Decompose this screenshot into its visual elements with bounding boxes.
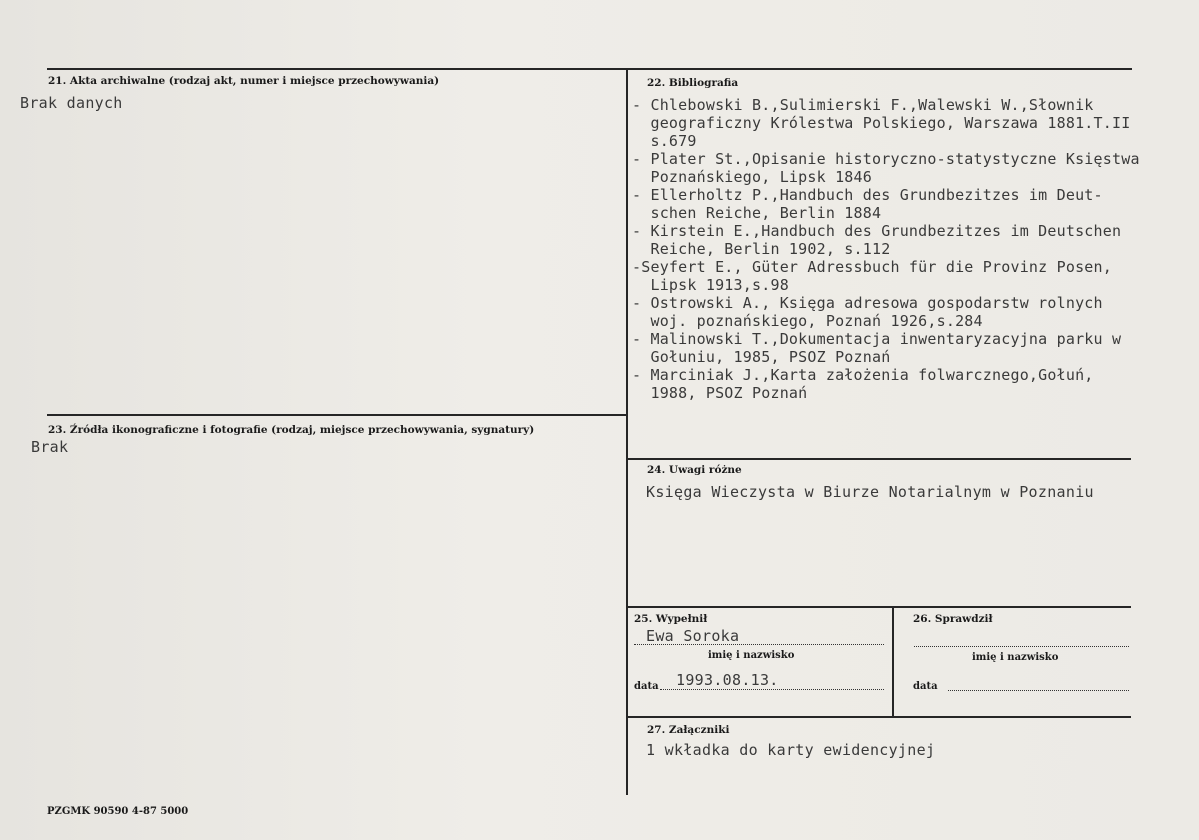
section-27-rule bbox=[628, 716, 1131, 718]
section-25-name-line bbox=[634, 644, 884, 645]
bibliography-entry-line: - Ellerholtz P.,Handbuch des Grundbezitzes im Deut- bbox=[632, 186, 1103, 204]
section-24-rule bbox=[628, 458, 1131, 460]
bibliography-entry-line: Reiche, Berlin 1902, s.112 bbox=[632, 240, 891, 258]
section-23-label: 23. Źródła ikonograficzne i fotografie (rodzaj, miejsce przechowywania, sygnatury) bbox=[48, 424, 535, 436]
section-23-rule bbox=[47, 414, 627, 416]
section-26-name-caption: imię i nazwisko bbox=[972, 652, 1059, 663]
bibliography-entry bbox=[632, 222, 1199, 258]
bibliography-entry bbox=[632, 96, 1199, 150]
bibliography-entry bbox=[632, 330, 1199, 366]
bibliography-entry-line: woj. poznańskiego, Poznań 1926,s.284 bbox=[632, 312, 983, 330]
section-24-label: 24. Uwagi różne bbox=[647, 464, 742, 476]
section-26-date-label: data bbox=[913, 681, 938, 692]
bibliography-entry-line: - Malinowski T.,Dokumentacja inwentaryzacyjna parku w bbox=[632, 330, 1122, 348]
bibliography-entry-line: 1988, PSOZ Poznań bbox=[632, 384, 808, 402]
section-26-label: 26. Sprawdził bbox=[913, 613, 993, 625]
bibliography-entry-line: Poznańskiego, Lipsk 1846 bbox=[632, 168, 872, 186]
bibliography-entry-line: geograficzny Królestwa Polskiego, Warszawa 1881.T.II bbox=[632, 114, 1131, 132]
section-25-name-caption: imię i nazwisko bbox=[708, 650, 795, 661]
bibliography-entry bbox=[632, 150, 1199, 186]
bibliography-list bbox=[632, 96, 1199, 402]
section-25-label: 25. Wypełnił bbox=[634, 613, 708, 625]
section-21-label: 21. Akta archiwalne (rodzaj akt, numer i miejsce przechowywania) bbox=[48, 75, 440, 87]
section-25-name: Ewa Soroka bbox=[646, 627, 740, 645]
section-27-label: 27. Załączniki bbox=[647, 724, 730, 736]
section-25-date-line bbox=[660, 689, 884, 690]
bibliography-entry bbox=[632, 258, 1199, 294]
bibliography-entry-line: - Marciniak J.,Karta założenia folwarcznego,Gołuń, bbox=[632, 366, 1094, 384]
section-25-26-divider bbox=[892, 606, 894, 716]
section-27-value: 1 wkładka do karty ewidencyjnej bbox=[646, 741, 936, 759]
top-rule bbox=[47, 68, 1132, 70]
bibliography-entry-line: s.679 bbox=[632, 132, 697, 150]
section-26-name-line bbox=[914, 646, 1129, 647]
section-26-date-line bbox=[948, 690, 1129, 691]
form-footer-code: PZGMK 90590 4-87 5000 bbox=[47, 806, 189, 817]
bibliography-entry-line: schen Reiche, Berlin 1884 bbox=[632, 204, 882, 222]
bibliography-entry-line: - Plater St.,Opisanie historyczno-statystyczne Księstwa bbox=[632, 150, 1140, 168]
section-21-value: Brak danych bbox=[20, 94, 123, 112]
bibliography-entry bbox=[632, 186, 1199, 222]
section-25-date: 1993.08.13. bbox=[676, 671, 779, 689]
section-25-rule bbox=[628, 606, 1131, 608]
bibliography-entry-line: Gołuniu, 1985, PSOZ Poznań bbox=[632, 348, 891, 366]
bibliography-entry-line: - Chlebowski B.,Sulimierski F.,Walewski W.,Słownik bbox=[632, 96, 1094, 114]
column-divider bbox=[626, 68, 628, 795]
bibliography-entry bbox=[632, 366, 1199, 402]
section-22-label: 22. Bibliografia bbox=[647, 77, 739, 89]
section-24-value: Księga Wieczysta w Biurze Notarialnym w Poznaniu bbox=[646, 483, 1094, 501]
section-23-value: Brak bbox=[31, 438, 69, 456]
section-25-date-label: data bbox=[634, 681, 659, 692]
bibliography-entry-line: - Kirstein E.,Handbuch des Grundbezitzes im Deutschen bbox=[632, 222, 1122, 240]
bibliography-entry bbox=[632, 294, 1199, 330]
bibliography-entry-line: Lipsk 1913,s.98 bbox=[632, 276, 789, 294]
bibliography-entry-line: - Ostrowski A., Księga adresowa gospodarstw rolnych bbox=[632, 294, 1103, 312]
bibliography-entry-line: -Seyfert E., Güter Adressbuch für die Provinz Posen, bbox=[632, 258, 1112, 276]
